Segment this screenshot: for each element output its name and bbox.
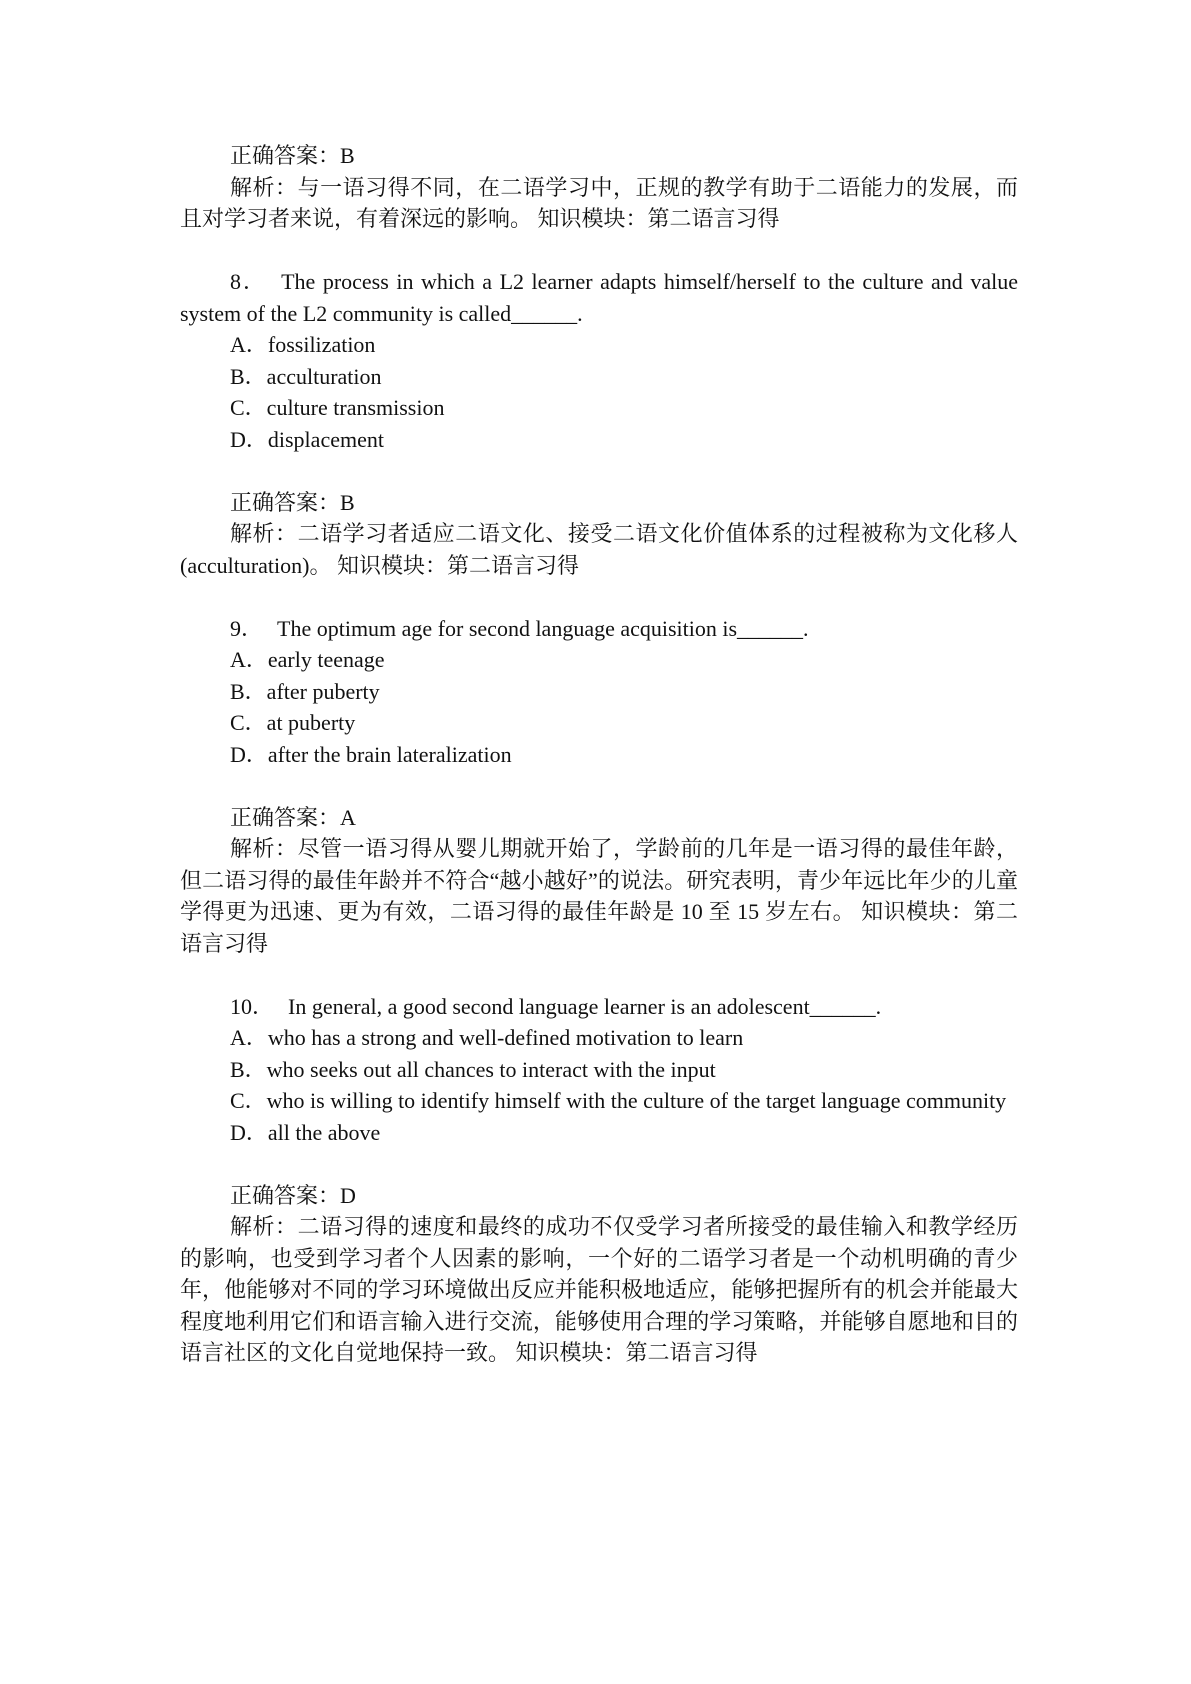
option-b: B．acculturation — [230, 363, 382, 389]
option-d: D．all the above — [230, 1119, 381, 1145]
option-b: B．who seeks out all chances to interact with the input — [230, 1056, 716, 1082]
spacer — [180, 959, 1018, 991]
option-d: D．displacement — [230, 426, 384, 452]
analysis-paragraph: 解析：与一语习得不同，在二语学习中，正规的教学有助于二语能力的发展，而且对学习者来说，有着深远的影响。 知识模块：第二语言习得 — [180, 174, 1018, 231]
question-number: 9． — [230, 615, 264, 641]
option-c: C．who is willing to identify himself with the culture of the target language community — [230, 1088, 1007, 1113]
spacer — [180, 235, 1018, 267]
document-page — [180, 0, 1018, 1369]
analysis-paragraph: 解析：二语习得的速度和最终的成功不仅受学习者所接受的最佳输入和教学经历的影响，也受到学习者个人因素的影响，一个好的二语学习者是一个动机明确的青少年，他能够对不同的学习环境做出反应并能积极地适应，能够把握所有的机会并能最大程度地利用它们和语言输入进行交流，能够使用合理的学习策略，并能够自愿地和目的语言社区的文化自觉地保持一致。 知识模块：第二语言习得 — [180, 1214, 1018, 1365]
question-number: 8． — [230, 269, 268, 294]
option-a: A．who has a strong and well-defined motivation to learn — [230, 1025, 744, 1050]
option-a: A．fossilization — [230, 332, 376, 357]
spacer — [180, 455, 1018, 487]
question-8 — [180, 266, 1018, 329]
option-b: B．after puberty — [230, 678, 380, 704]
answer-line: 正确答案：D — [230, 1182, 356, 1208]
option-a: A．early teenage — [230, 647, 385, 672]
answer-line: 正确答案：B — [230, 489, 355, 515]
question-9 — [180, 613, 1018, 645]
question-text: The process in which a L2 learner adapts himself/herself to the culture and value system of the L2 community is called______. — [180, 269, 1018, 326]
spacer — [180, 770, 1018, 802]
spacer — [180, 1148, 1018, 1180]
option-d: D．after the brain lateralization — [230, 741, 512, 767]
spacer — [180, 581, 1018, 613]
question-10 — [180, 991, 1018, 1023]
question-text: In general, a good second language learner is an adolescent______. — [288, 993, 882, 1019]
question-text: The optimum age for second language acquisition is______. — [277, 615, 809, 641]
answer-line: 正确答案：B — [230, 143, 355, 168]
analysis-paragraph: 解析：二语学习者适应二语文化、接受二语文化价值体系的过程被称为文化移人(acculturation)。 知识模块：第二语言习得 — [180, 521, 1018, 578]
question-number: 10． — [230, 993, 275, 1019]
option-c: C．at puberty — [230, 710, 356, 735]
option-c: C．culture transmission — [230, 395, 445, 420]
answer-line: 正确答案：A — [230, 804, 356, 830]
analysis-paragraph: 解析：尽管一语习得从婴儿期就开始了，学龄前的几年是一语习得的最佳年龄，但二语习得的最佳年龄并不符合“越小越好”的说法。研究表明，青少年远比年少的儿童学得更为迅速、更为有效，二语习得的最佳年龄是 10 至 15 岁左右。 知识模块：第二语言习得 — [180, 836, 1018, 956]
